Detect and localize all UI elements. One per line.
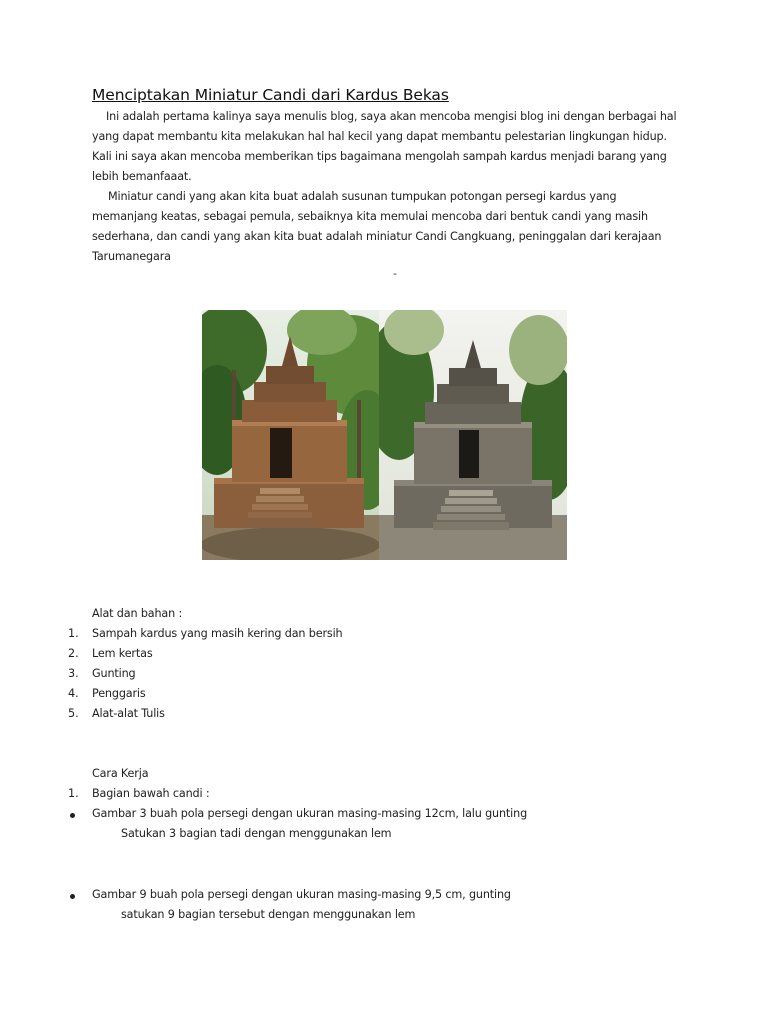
- material-item: Sampah kardus yang masih kering dan bersih: [92, 627, 343, 640]
- material-item: Penggaris: [92, 687, 146, 700]
- list-number: 5.: [68, 707, 79, 720]
- list-number: 4.: [68, 687, 79, 700]
- material-item: Lem kertas: [92, 647, 153, 660]
- page-title: Menciptakan Miniatur Candi dari Kardus Bekas: [92, 86, 449, 104]
- material-item: Alat-alat Tulis: [92, 707, 165, 720]
- separator-dash: -: [393, 267, 397, 280]
- step-label: Bagian bawah candi :: [92, 787, 210, 800]
- method-heading: Cara Kerja: [92, 767, 149, 780]
- step-bullet-subtext: Satukan 3 bagian tadi dengan menggunakan lem: [121, 827, 392, 840]
- step-number: 1.: [68, 787, 79, 800]
- step-bullet-text: Gambar 9 buah pola persegi dengan ukuran masing-masing 9,5 cm, gunting: [92, 888, 511, 901]
- temple-photo-left: [202, 310, 379, 560]
- material-item: Gunting: [92, 667, 136, 680]
- list-number: 1.: [68, 627, 79, 640]
- description-paragraph: Miniatur candi yang akan kita buat adalah susunan tumpukan potongan persegi kardus yang memanjang keatas, sebagai pemula, sebaiknya kita memulai mencoba dari bentuk candi yang masih sederhana, dan candi yang akan kita buat adalah miniatur Candi Cangkuang, peninggalan dari kerajaan Tarumanegara: [92, 190, 662, 263]
- step-bullet-subtext: satukan 9 bagian tersebut dengan menggunakan lem: [121, 908, 416, 921]
- step-bullet-text: Gambar 3 buah pola persegi dengan ukuran masing-masing 12cm, lalu gunting: [92, 807, 528, 820]
- list-number: 2.: [68, 647, 79, 660]
- bullet-dot: [70, 894, 75, 899]
- bullet-dot: [70, 813, 75, 818]
- temple-photo-right: [379, 310, 567, 560]
- list-number: 3.: [68, 667, 79, 680]
- materials-heading: Alat dan bahan :: [92, 607, 183, 620]
- intro-paragraph: Ini adalah pertama kalinya saya menulis blog, saya akan mencoba mengisi blog ini dengan berbagai hal yang dapat membantu kita melakukan hal hal kecil yang dapat membantu pelestarian lingkungan hidup. Kali ini saya akan mencoba memberikan tips bagaimana mengolah sampah kardus menjadi barang yang lebih bemanfaaat.: [92, 110, 677, 183]
